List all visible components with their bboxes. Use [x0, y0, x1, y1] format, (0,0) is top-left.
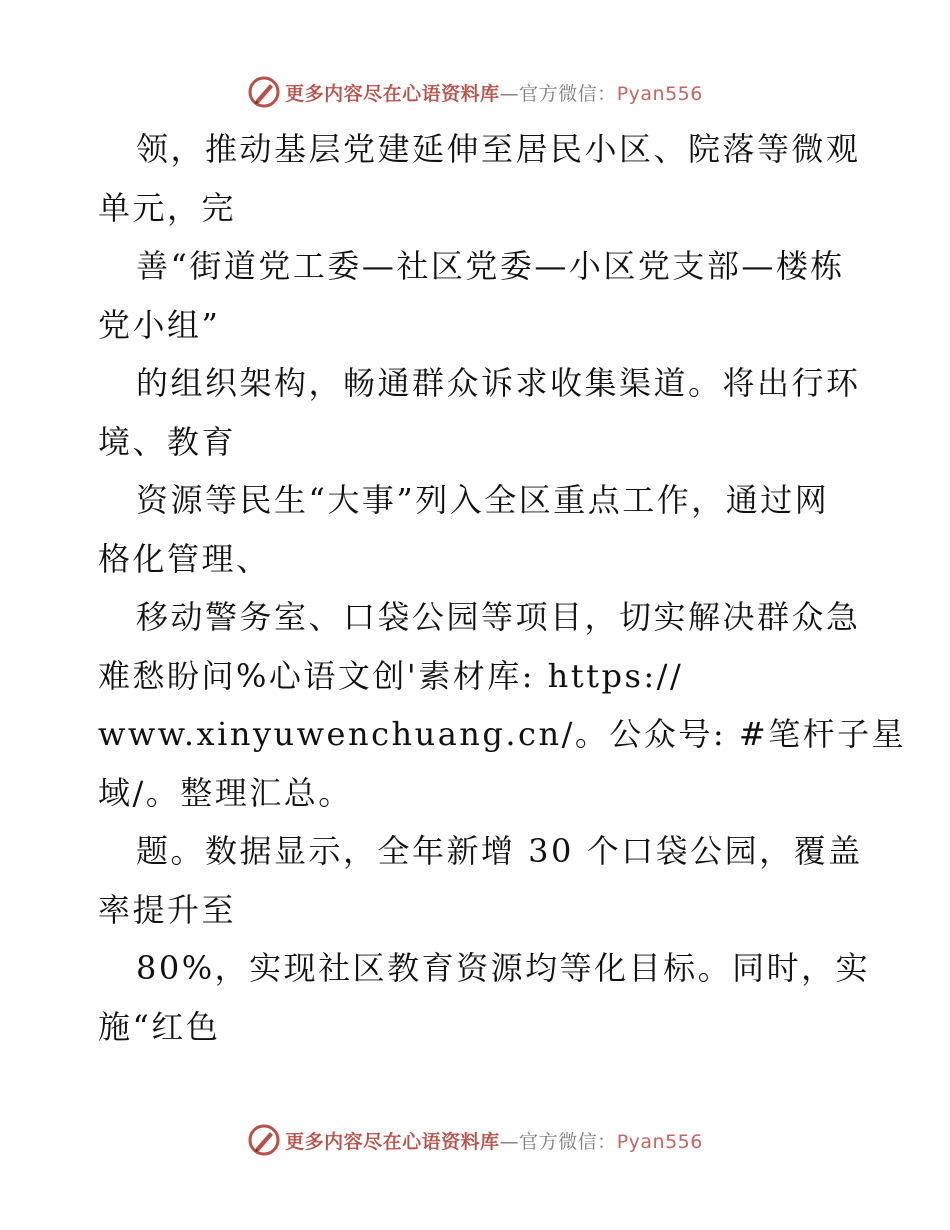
document-body	[98, 120, 907, 1056]
footer-watermark-banner	[0, 1120, 950, 1160]
banner-handle: Pyan556	[616, 82, 703, 105]
pen-logo-icon	[247, 75, 281, 109]
document-line: 施“红色	[98, 1007, 221, 1046]
banner-gray-text: —官方微信：	[499, 82, 617, 105]
document-line: 80%，实现社区教育资源均等化目标。同时，实	[136, 949, 871, 987]
header-watermark-banner	[0, 72, 950, 112]
document-line: www.xinyuwenchuang.cn/。公众号: #笔杆子星	[98, 715, 907, 753]
document-line: 格化管理、	[98, 539, 271, 578]
banner-red-text: 更多内容尽在心语资料库	[285, 1130, 500, 1153]
banner-gray-text: —官方微信：	[499, 1130, 617, 1153]
document-line: 领，推动基层党建延伸至居民小区、院落等微观	[136, 130, 861, 168]
banner-red-text: 更多内容尽在心语资料库	[285, 82, 500, 105]
document-line: 移动警务室、口袋公园等项目，切实解决群众急	[136, 598, 861, 636]
document-line: 资源等民生“大事”列入全区重点工作，通过网	[136, 481, 830, 519]
document-line: 境、教育	[98, 422, 237, 461]
document-line: 题。数据显示，全年新增 30 个口袋公园，覆盖	[136, 832, 863, 870]
document-line: 善“街道党工委—社区党委—小区党支部—楼栋	[136, 247, 845, 285]
document-line: 党小组”	[98, 305, 221, 344]
pen-logo-icon	[247, 1123, 281, 1157]
banner-text	[285, 1127, 703, 1154]
banner-handle: Pyan556	[616, 1130, 703, 1153]
document-line: 率提升至	[98, 890, 237, 929]
document-line: 域/。整理汇总。	[98, 773, 353, 812]
banner-text	[285, 79, 703, 106]
document-line: 的组织架构，畅通群众诉求收集渠道。将出行环	[136, 364, 861, 402]
document-line: 单元，完	[98, 188, 237, 227]
document-line: 难愁盼问%心语文创'素材库: https://	[98, 656, 684, 695]
